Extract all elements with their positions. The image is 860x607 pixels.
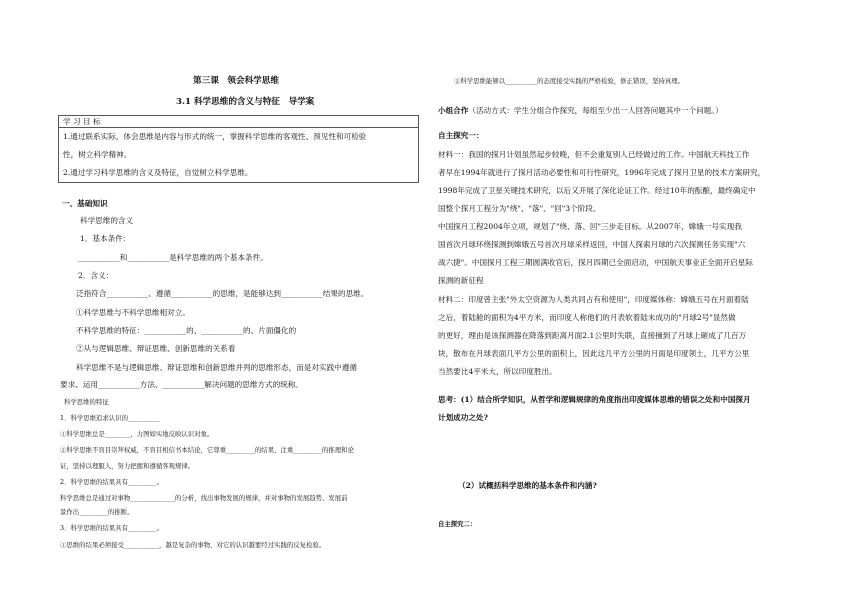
material-line: 块，散布在月球表面几平方公里的面积上，因此这几平方公里的月面是印度领土，几平方公里 <box>438 349 750 358</box>
inquiry-heading: 自主探究二： <box>438 520 477 528</box>
lesson-title: 第三课 领会科学思维 <box>193 76 279 86</box>
text-line: 2．含义： <box>78 271 114 280</box>
text-line: 科学思维的特征 <box>64 398 109 406</box>
objectives-header: 学 习 目 标 <box>63 117 101 126</box>
text-line: 3．科学思维的结果具有_________。 <box>60 524 164 532</box>
question-2: （2）试概括科学思维的基本条件和内涵? <box>458 481 597 490</box>
text-line: ___________和___________是科学思维的两个基本条件。 <box>78 253 268 262</box>
material-line: 中国探月工程2004年立项，规划了"绕、落、回"三步走目标。从2007年，嫦娥一号实现我 <box>438 222 742 231</box>
text-line: 科学思维总是通过对事物______________的分析，找出事物发展的规律，并对事物的发展趋势、发展前 <box>60 494 348 502</box>
text-line: 不科学思维的特征：___________的、___________的、片面僵化的 <box>76 326 297 335</box>
objectives-table <box>58 115 419 183</box>
text-line: 2．科学思维的结果具有_________。 <box>60 478 164 486</box>
think-question: 计划成功之处? <box>438 413 489 422</box>
text-line: 要求、运用___________方法、___________解决问题的思维方式的统称。 <box>60 380 303 389</box>
group-work-label: 小组合作 <box>438 106 469 115</box>
section-title: 3.1 科学思维的含义与特征 导学案 <box>176 97 315 107</box>
material-line: 材料二：印度曾主张"外太空资源为人类共同占有和使用"，印度媒体称：嫦娥五号在月面着陆 <box>438 295 749 304</box>
group-work-text: （活动方式：学生分组合作探究，每组至少出一人回答问题其中一个问题。） <box>468 106 723 115</box>
inquiry-heading: 自主探究一： <box>438 131 484 140</box>
text-line: 科学思维的含义 <box>80 216 134 225</box>
material-line: 之后，着陆舱的面积为4平方米，而印度人称他们的月表软着陆未成功的"月球2号"显然做 <box>438 313 736 322</box>
section-heading: 一、基础知识 <box>62 199 108 208</box>
material-line: 1998年完成了卫星关键技术研究，以后又开展了深化论证工作。经过10年的酝酿，最终确定中 <box>438 186 756 195</box>
objective-line: 1.通过联系实际，体会思维是内容与形式的统一，掌握科学思维的客观性、预见性和可检验 <box>63 132 367 141</box>
text-line: 科学思维不是与逻辑思维、辩证思维和创新思维并列的思维形态，而是对实践中遵循 <box>76 363 357 372</box>
objective-line: 性，树立科学精神。 <box>63 150 132 159</box>
objective-line: 2.通过学习科学思维的含义及特征，自觉树立科学思维。 <box>63 168 253 177</box>
think-question: 思考：(1）结合所学知识，从哲学和逻辑规律的角度指出印度媒体思维的错误之处和中国探月 <box>438 395 751 404</box>
text-line: ①科学思维总是________，力图如实地反映认识对象。 <box>60 430 214 438</box>
text-line: ①思维的结果必须接受___________，越是复杂的事物，对它的认识越要经过实践的反复检验。 <box>60 541 326 549</box>
text-line: 景作出_________的推断。 <box>60 508 134 516</box>
text-line: ②科学思维不盲目崇拜权威，不盲目相信书本结论，它尊重_________的结果，注重_________的推理和论 <box>60 446 354 454</box>
material-line: 探测的新征程 <box>438 276 484 285</box>
text-line: 1．科学思维追求认识的__________ <box>60 414 160 422</box>
group-work-line <box>438 106 723 116</box>
material-line: 国首次月球环绕探测到嫦娥五号首次月球采样返回，中国人探索月球的六次探测任务实现"六 <box>438 240 746 249</box>
material-line: 材料一：我国的探月计划虽然起步较晚，但不会重复别人已经做过的工作。中国航天科技工作 <box>438 150 750 159</box>
material-line: 的更好，理由是该探测器在降落到距离月面2.1公里时失联，直接撞到了月球上砸成了几百万 <box>438 331 747 340</box>
text-line: 证，坚持以理服人，努力把握和遵循客观规律。 <box>60 462 195 470</box>
material-line: 国整个探月工程分为"绕"、"落"、"回"3个阶段。 <box>438 204 601 213</box>
text-line: ①科学思维与不科学思维相对立。 <box>76 308 190 317</box>
material-line: 当然要比4平米大，所以印度胜出。 <box>438 367 557 376</box>
material-line: 战六捷"。中国探月工程三期圆满收官后，探月四期已全面启动，中国航天事业正全面开启星际 <box>438 258 753 267</box>
text-line: 1．基本条件： <box>80 234 131 243</box>
material-line: 者早在1994年就进行了探月活动必要性和可行性研究，1996年完成了探月卫星的技术方案研究， <box>438 168 766 177</box>
text-line: ②从与逻辑思维、辩证思维、创新思维的关系看 <box>76 344 236 353</box>
text-line: ②科学思维能够以__________的态度接受实践的严格检验，修正错误，坚持真理。 <box>454 77 685 85</box>
text-line: 泛指符合___________、遵循___________的思维，是能够达到___________结果的思维。 <box>76 289 369 298</box>
